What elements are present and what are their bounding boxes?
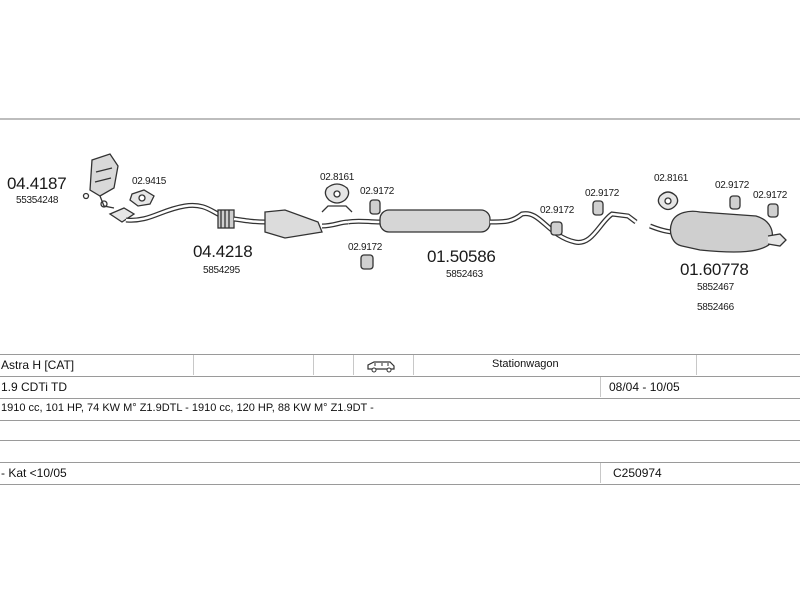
- rear-silencer-oe-number: 5852466: [697, 302, 734, 313]
- rear-silencer-part[interactable]: [650, 211, 786, 252]
- years-cell: 08/04 - 10/05: [609, 380, 680, 394]
- table-row: [0, 376, 800, 397]
- rear-silencer-code-label: 01.60778: [680, 260, 749, 279]
- hanger-part[interactable]: [551, 222, 562, 235]
- hanger-code-label: 02.9172: [360, 186, 395, 197]
- specs-cell: 1910 cc, 101 HP, 74 KW M° Z1.9DTL - 1910 cc, 120 HP, 88 KW M° Z1.9DT -: [1, 402, 374, 414]
- rear-silencer-oe-number: 5852467: [697, 282, 734, 293]
- hanger-part[interactable]: [730, 196, 740, 209]
- hanger-part[interactable]: [593, 201, 603, 215]
- table-row: [0, 462, 800, 483]
- ring-code-label: 02.8161: [654, 173, 689, 184]
- hanger-code-label: 02.9172: [753, 190, 788, 201]
- engine-cell: 1.9 CDTi TD: [1, 380, 68, 394]
- catalyst-code-label: 04.4187: [7, 174, 67, 193]
- front-pipe-oe-number: 5854295: [203, 265, 240, 276]
- hanger-code-label: 02.9172: [348, 242, 383, 253]
- table-row: [0, 420, 800, 441]
- table-row: [0, 354, 800, 375]
- note-cell: - Kat <10/05: [1, 466, 67, 480]
- station-wagon-icon: [366, 359, 396, 376]
- ring-code-label: 02.8161: [320, 172, 355, 183]
- table-row: [0, 398, 800, 419]
- front-pipe-code-label: 04.4218: [193, 242, 253, 261]
- hanger-code-label: 02.9172: [715, 180, 750, 191]
- rubber-ring-part[interactable]: [658, 192, 677, 210]
- body-type-cell: Stationwagon: [492, 358, 559, 370]
- hanger-code-label: 02.9172: [585, 188, 620, 199]
- clamp-code-label: 02.9415: [132, 176, 167, 187]
- rubber-ring-part[interactable]: [322, 184, 352, 212]
- model-cell: Astra H [CAT]: [1, 358, 75, 372]
- catalytic-converter-part[interactable]: [84, 154, 119, 208]
- hanger-part[interactable]: [370, 200, 380, 214]
- flange-clamp-part[interactable]: [130, 190, 154, 206]
- hanger-part[interactable]: [768, 204, 778, 217]
- front-pipe-part[interactable]: [110, 205, 348, 238]
- hanger-code-label: 02.9172: [540, 205, 575, 216]
- middle-silencer-part[interactable]: [348, 210, 636, 242]
- catalog-code-cell: C250974: [613, 466, 662, 480]
- middle-silencer-oe-number: 5852463: [446, 269, 483, 280]
- catalyst-oe-number: 55354248: [16, 195, 59, 206]
- table-row: [0, 440, 800, 461]
- middle-silencer-code-label: 01.50586: [427, 247, 496, 266]
- hanger-part[interactable]: [361, 255, 373, 269]
